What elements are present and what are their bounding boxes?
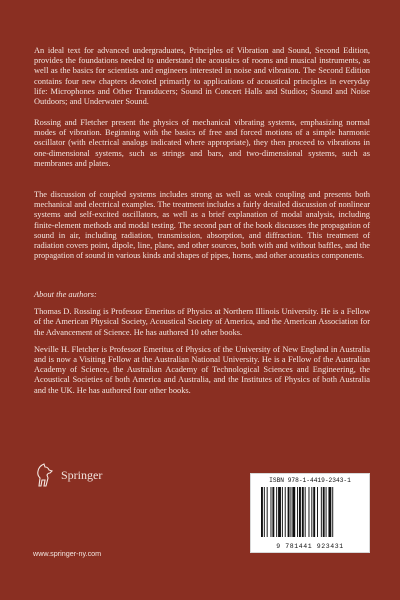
barcode-bar bbox=[285, 487, 286, 537]
barcode-bar bbox=[276, 487, 277, 537]
barcode-bar bbox=[282, 487, 283, 537]
barcode-bar bbox=[302, 487, 304, 537]
barcode-bar bbox=[321, 487, 322, 537]
barcode-number: 9 781441 923431 bbox=[276, 543, 344, 550]
about-authors-section bbox=[34, 290, 370, 403]
publisher-name: Springer bbox=[61, 467, 103, 482]
paragraph-text: An ideal text for advanced undergraduates, Principles of Vibration and Sound, Second Edition, provides the foundations needed to understand the acoustics of rooms and musical instruments, as well as the basics for scientists and engineers interested in noise and vibration. The Second Edition contains four new chapters devoted primarily to applications of acoustical principles in everyday life: Microphones and Other Transducers; Sound in Concert Halls and Studios; Sound and Noise Outdoors; and Underwater Sound. bbox=[34, 46, 370, 107]
barcode-bar bbox=[328, 487, 331, 537]
barcode-bars bbox=[261, 487, 359, 537]
barcode-bar bbox=[267, 487, 268, 537]
paragraph-text: Rossing and Fletcher present the physics of mechanical vibrating systems, emphasizing normal modes of vibration. Beginning with the basics of free and forced motions of a simple harmonic oscillator (with electrical analogs indicated where appropriate), they then proceed to vibrations in one-dimensional systems, such as strings and bars, and two-dimensional systems, such as membranes and plates. bbox=[34, 118, 370, 168]
barcode-bar bbox=[290, 487, 291, 537]
barcode-bar bbox=[278, 487, 281, 537]
isbn-text: ISBN 978-1-4419-2343-1 bbox=[269, 477, 351, 484]
barcode-bar bbox=[317, 487, 318, 537]
barcode-bar bbox=[332, 487, 333, 537]
author-bio-fletcher: Neville H. Fletcher is Professor Emeritus of Physics of the University of New England in Australia and is now a Visiting Fellow at the Australian National University. He is a Fellow of the Australian Academy of Science, the Australian Academy of Technological Sciences and Engineering, the Acoustical Societies of both America and Australia, and the Institutes of Physics of both Australia and the UK. He has authored four other books. bbox=[34, 344, 370, 395]
description-paragraph-1 bbox=[34, 46, 370, 114]
barcode-bar bbox=[305, 487, 306, 537]
barcode-bar bbox=[292, 487, 295, 537]
barcode-bar bbox=[272, 487, 274, 537]
barcode-bar bbox=[309, 487, 310, 537]
barcode-bar bbox=[297, 487, 298, 537]
paragraph-text: The discussion of coupled systems includes strong as well as weak coupling and presents both mechanical and electrical examples. The treatment includes a fairly detailed discussion of nonlinear systems and self-excited oscillators, as well as a brief explanation of modal analysis, including finite-element methods and modal testing. The second part of the book discusses the propagation of sound in air, including radiation, transmission, absorption, and diffraction. This treatment of radiation covers point, dipole, line, plane, and other sources, both with and without baffles, and the propagation of sound in various kinds and shapes of pipes, horns, and other acoustics components. bbox=[34, 190, 370, 261]
barcode-bar bbox=[323, 487, 325, 537]
author-bio-rossing: Thomas D. Rossing is Professor Emeritus of Physics at Northern Illinois University. He is a Fellow of the American Physical Society, Acoustical Society of America, and the American Association for the Advancement of Science. He has authored 10 other books. bbox=[34, 307, 370, 337]
barcode-bar bbox=[299, 487, 301, 537]
barcode-bar bbox=[326, 487, 327, 537]
barcode bbox=[250, 473, 370, 553]
publisher-url: www.springer-ny.com bbox=[33, 549, 102, 558]
barcode-bar bbox=[313, 487, 315, 537]
springer-horse-icon bbox=[33, 462, 55, 488]
description-paragraph-3 bbox=[34, 190, 370, 268]
description-paragraph-2 bbox=[34, 118, 370, 176]
barcode-bar bbox=[264, 487, 265, 537]
barcode-bar bbox=[271, 487, 272, 537]
barcode-bar bbox=[311, 487, 312, 537]
barcode-bar bbox=[261, 487, 263, 537]
about-authors-heading: About the authors: bbox=[34, 290, 97, 299]
barcode-bar bbox=[288, 487, 290, 537]
springer-logo bbox=[33, 462, 102, 488]
